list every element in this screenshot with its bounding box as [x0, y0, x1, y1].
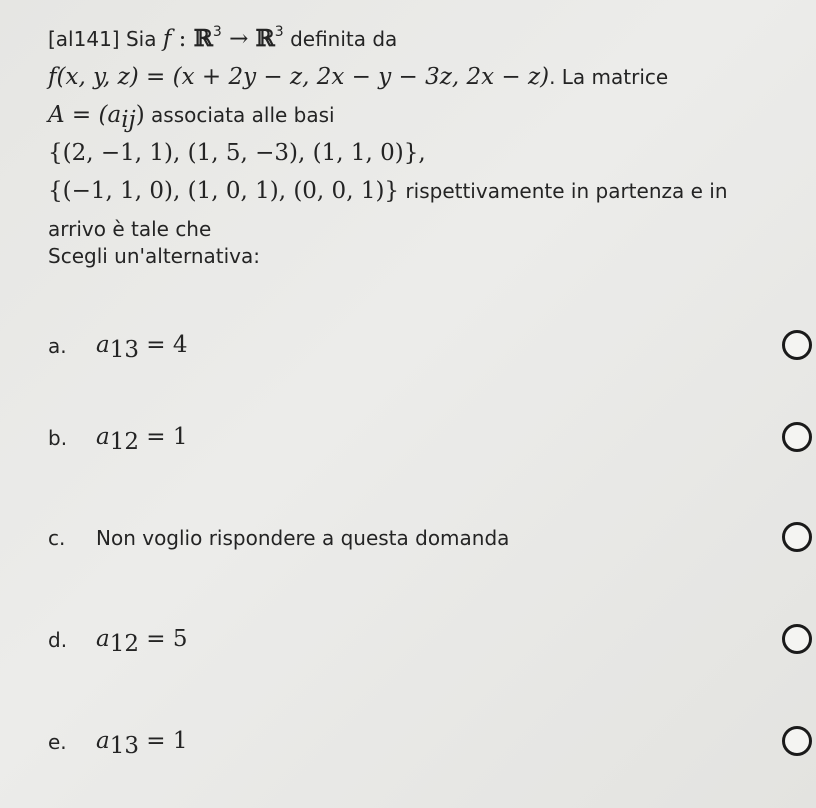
- option-letter: a.: [48, 334, 67, 358]
- option-subscript: 12: [109, 429, 139, 455]
- option-symbol: a: [96, 626, 110, 652]
- arrow: →: [221, 26, 256, 52]
- question-line-6-text: arrivo è tale che: [48, 217, 212, 241]
- question-line-3: [48, 96, 808, 134]
- option-value: = 1: [139, 728, 188, 754]
- radio-button[interactable]: [782, 624, 812, 654]
- radio-button[interactable]: [782, 422, 812, 452]
- option-label: [96, 422, 188, 455]
- matrix-subscript: ij: [121, 107, 136, 133]
- option-c[interactable]: [48, 518, 808, 558]
- option-a[interactable]: [48, 326, 808, 366]
- option-letter: d.: [48, 628, 68, 652]
- radio-button[interactable]: [782, 330, 812, 360]
- arrival-basis: {(−1, 1, 0), (1, 0, 1), (0, 0, 1)}: [48, 178, 400, 204]
- option-label: [96, 624, 188, 657]
- option-label: [96, 330, 188, 363]
- option-letter: e.: [48, 730, 67, 754]
- codomain-exponent: 3: [274, 24, 284, 40]
- question-line-5: [48, 172, 808, 210]
- option-e[interactable]: [48, 722, 808, 762]
- function-name: f: [162, 26, 172, 52]
- option-symbol: a: [96, 332, 110, 358]
- question-text: [48, 20, 808, 248]
- option-value: = 1: [139, 424, 188, 450]
- question-line-6: [48, 210, 808, 248]
- option-subscript: 12: [109, 631, 139, 657]
- question-line-4: [48, 134, 808, 172]
- radio-button[interactable]: [782, 726, 812, 756]
- function-formula: f(x, y, z) = (x + 2y − z, 2x − y − 3z, 2x − z): [48, 64, 550, 90]
- option-label: Non voglio rispondere a questa domanda: [96, 526, 510, 550]
- question-line-2: [48, 58, 808, 96]
- option-label: [96, 726, 188, 759]
- question-tag: [al141] Sia: [48, 27, 157, 51]
- question-line-1: [48, 20, 808, 58]
- codomain-set: ℝ: [255, 25, 275, 52]
- departure-basis: {(2, −1, 1), (1, 5, −3), (1, 1, 0)},: [48, 140, 426, 166]
- option-symbol: a: [96, 728, 110, 754]
- question-line-2-text: . La matrice: [549, 65, 669, 89]
- answer-prompt: Scegli un'alternativa:: [48, 244, 261, 268]
- colon: :: [171, 26, 194, 52]
- option-subscript: 13: [109, 733, 139, 759]
- matrix-close-paren: ): [135, 102, 145, 128]
- domain-exponent: 3: [212, 24, 222, 40]
- question-line-5-text: rispettivamente in partenza e in: [399, 179, 728, 203]
- option-b[interactable]: [48, 418, 808, 458]
- option-value: = 5: [139, 626, 188, 652]
- matrix-symbol: A = (a: [48, 102, 122, 128]
- option-letter: c.: [48, 526, 66, 550]
- option-letter: b.: [48, 426, 68, 450]
- option-symbol: a: [96, 424, 110, 450]
- question-line-1-text: definita da: [283, 27, 398, 51]
- option-d[interactable]: [48, 620, 808, 660]
- option-value: = 4: [139, 332, 188, 358]
- domain-set: ℝ: [193, 25, 213, 52]
- radio-button[interactable]: [782, 522, 812, 552]
- option-subscript: 13: [109, 337, 139, 363]
- question-line-3-text: associata alle basi: [144, 103, 335, 127]
